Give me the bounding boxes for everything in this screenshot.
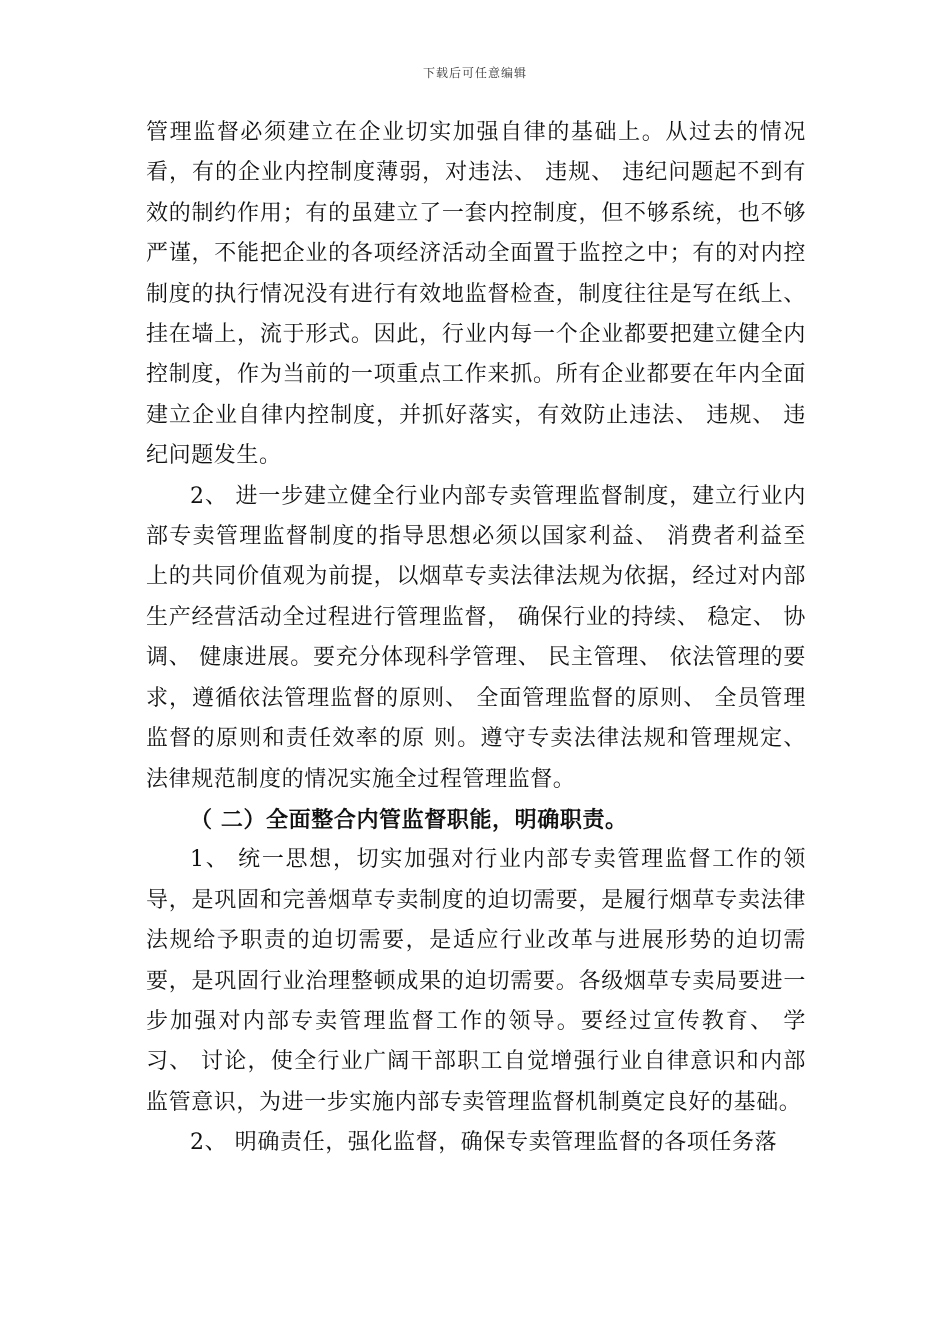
paragraph-item-2b: 2、 明确责任，强化监督，确保专卖管理监督的各项任务落 (190, 1130, 778, 1156)
paragraph-item-1: 1、 统一思想，切实加强对行业内部专卖管理监督工作的领导，是巩固和完善烟草专卖制度的迫切需要，是履行烟草专卖法律法规给予职责的迫切需要，是适应行业改革与进展形势的迫切需要，是巩固行业治理整顿成果的迫切需要。各级烟草专卖局要进一步加强对内部专卖管理监督工作的领导。要经过宣传教育、 学习、 讨论，使全行业广阔干部职工自觉增强行业自律意识和内部监管意识，为进一步实施内部专卖管理监督机制奠定良好的基础。 (146, 847, 806, 1115)
document-body (146, 113, 806, 1164)
section-heading: （ 二）全面整合内管监督职能，明确职责。 (190, 806, 628, 833)
paragraph-item-2: 2、 进一步建立健全行业内部专卖管理监督制度，建立行业内部专卖管理监督制度的指导思想必须以国家利益、 消费者利益至上的共同价值观为前提，以烟草专卖法律法规为依据，经过对内部生产经营活动全过程进行管理监督， 确保行业的持续、 稳定、 协调、 健康进展。要充分体现科学管理、 民主管理、 依法管理的要求，遵循依法管理监督的原则、 全面管理监督的原则、 全员管理监督的原则和责任效率的原 则。遵守专卖法律法规和管理规定、 法律规范制度的情况实施全过程管理监督。 (146, 483, 806, 792)
paragraph-continuation: 管理监督必须建立在企业切实加强自律的基础上。从过去的情况看，有的企业内控制度薄弱，对违法、 违规、 违纪问题起不到有效的制约作用；有的虽建立了一套内控制度，但不够系统，也不够严谨，不能把企业的各项经济活动全面置于监控之中；有的对内控制度的执行情况没有进行有效地监督检查，制度往往是写在纸上、 挂在墙上，流于形式。因此，行业内每一个企业都要把建立健全内控制度，作为当前的一项重点工作来抓。所有企业都要在年内全面建立企业自律内控制度，并抓好落实，有效防止违法、 违规、 违纪问题发生。 (146, 120, 806, 469)
page-header: 下载后可任意编辑 (422, 66, 527, 80)
